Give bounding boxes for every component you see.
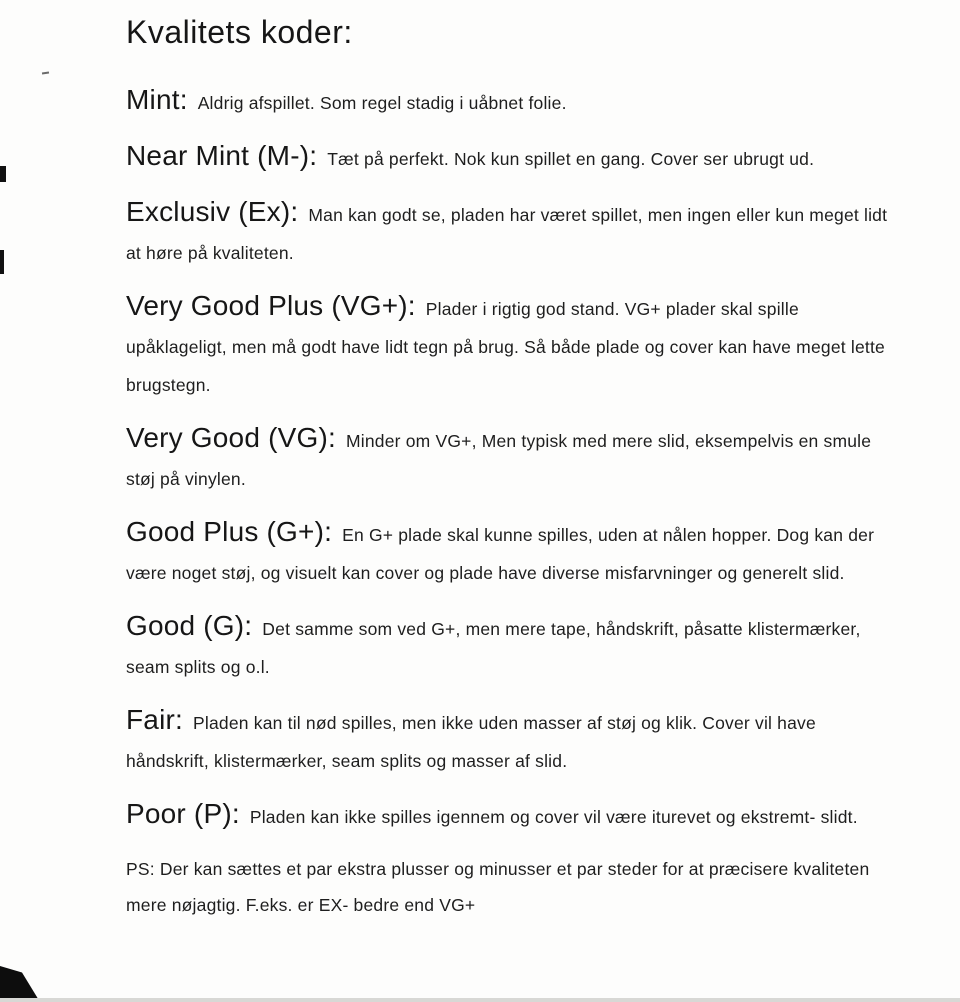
quality-description: Tæt på perfekt. Nok kun spillet en gang. Cover ser ubrugt ud. [327, 149, 815, 169]
quality-entry-very-good [126, 419, 898, 498]
scan-artifact-bottom-edge [0, 998, 960, 1002]
quality-description: Minder om VG+, Men typisk med mere slid, eksempelvis en smule støj på vinylen. [126, 431, 872, 489]
quality-entry-good-plus [126, 513, 898, 592]
quality-description: Det samme som ved G+, men mere tape, håndskrift, påsatte klistermærker, seam splits og o.l. [126, 619, 861, 677]
quality-term: Exclusiv (Ex): [126, 196, 299, 227]
quality-description: En G+ plade skal kunne spilles, uden at nålen hopper. Dog kan der være noget støj, og visuelt kan cover og plade have diverse misfarvninger og generelt slid. [126, 525, 875, 583]
ps-note: PS: Der kan sættes et par ekstra plusser og minusser et par steder for at præcisere kvaliteten mere nøjagtig. F.eks. er EX- bedre end VG+ [126, 859, 870, 915]
quality-entry-good [126, 607, 898, 686]
quality-entry-exclusiv [126, 193, 898, 272]
quality-term: Poor (P): [126, 798, 240, 829]
quality-description: Plader i rigtig god stand. VG+ plader skal spille upåklageligt, men må godt have lidt tegn på brug. Så både plade og cover kan have meget lette brugstegn. [126, 299, 885, 395]
quality-term: Fair: [126, 704, 183, 735]
page-title: Kvalitets koder: [126, 14, 353, 50]
quality-term: Good (G): [126, 610, 253, 641]
quality-entry-very-good-plus [126, 287, 898, 404]
quality-term: Near Mint (M-): [126, 140, 318, 171]
quality-entry-mint [126, 81, 898, 122]
quality-description: Pladen kan til nød spilles, men ikke uden masser af støj og klik. Cover vil have håndskrift, klistermærker, seam splits og masser af slid. [126, 713, 816, 771]
quality-description: Man kan godt se, pladen har været spillet, men ingen eller kun meget lidt at høre på kvaliteten. [126, 205, 888, 263]
quality-term: Very Good Plus (VG+): [126, 290, 416, 321]
quality-term: Good Plus (G+): [126, 516, 333, 547]
quality-description: Pladen kan ikke spilles igennem og cover vil være iturevet og ekstremt- slidt. [249, 807, 858, 827]
quality-entry-fair [126, 701, 898, 780]
scan-artifact-edge-mark [0, 166, 6, 182]
quality-term: Mint: [126, 84, 188, 115]
scan-artifact-edge-mark [0, 250, 4, 274]
quality-term: Very Good (VG): [126, 422, 336, 453]
quality-entry-near-mint [126, 137, 898, 178]
quality-description: Aldrig afspillet. Som regel stadig i uåbnet folie. [197, 93, 567, 113]
quality-entry-poor [126, 795, 898, 836]
